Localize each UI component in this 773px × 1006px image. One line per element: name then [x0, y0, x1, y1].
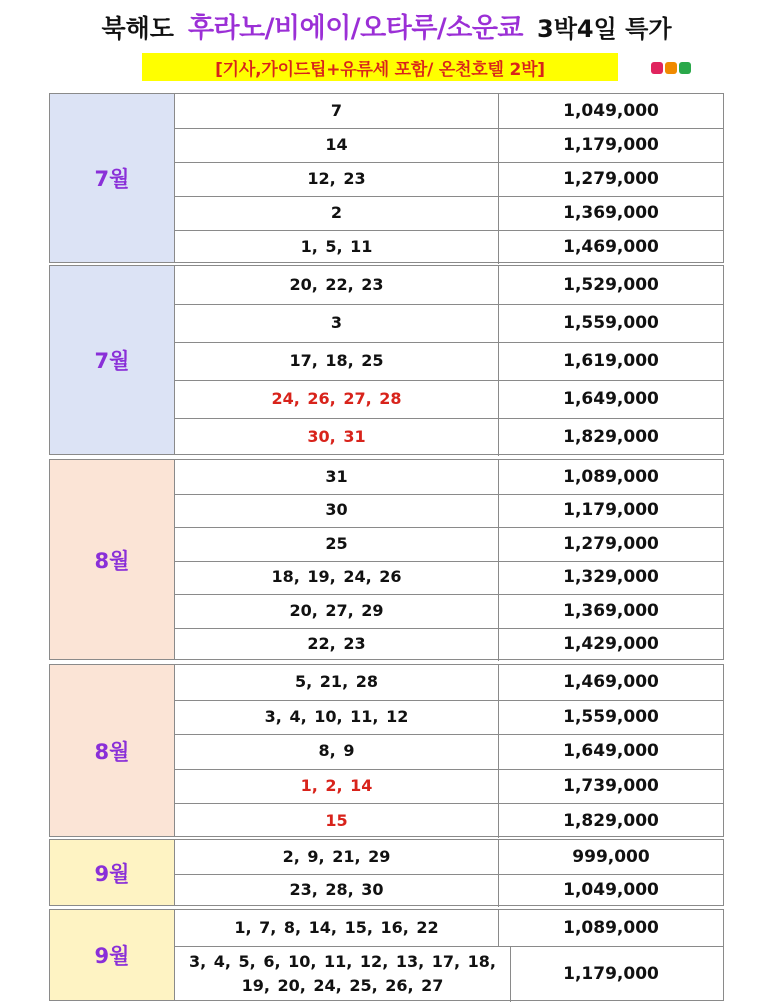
brand-logo	[651, 57, 725, 79]
price: 1,179,000	[563, 500, 659, 521]
price: 1,559,000	[563, 313, 659, 333]
price: 1,179,000	[563, 135, 659, 155]
month-cell	[50, 665, 175, 836]
price: 1,279,000	[563, 533, 659, 554]
departure-dates: 2, 9, 21, 29	[175, 840, 499, 874]
price: 1,559,000	[563, 706, 659, 727]
table-row	[175, 494, 723, 529]
table-row	[175, 700, 723, 736]
price: 1,469,000	[563, 672, 659, 693]
price: 1,179,000	[563, 964, 659, 984]
table-row	[175, 266, 723, 305]
price: 1,279,000	[563, 169, 659, 189]
price: 1,049,000	[563, 101, 659, 121]
logo-mark-icon	[665, 62, 677, 74]
table-row	[175, 803, 723, 838]
price: 1,049,000	[563, 880, 659, 901]
departure-dates: 20, 22, 23	[175, 266, 499, 304]
table-row	[175, 128, 723, 163]
table-row	[175, 94, 723, 129]
departure-dates: 1, 5, 11	[175, 230, 499, 264]
price: 1,829,000	[563, 810, 659, 831]
price: 1,529,000	[563, 275, 659, 295]
price: 1,619,000	[563, 351, 659, 371]
subtitle-banner: [기사,가이드팁+유류세 포함/ 온천호텔 2박]	[142, 53, 618, 81]
table-row	[175, 527, 723, 562]
month-label: 9월	[94, 861, 130, 886]
departure-dates: 7	[175, 94, 499, 128]
departure-dates: 20, 27, 29	[175, 594, 499, 628]
departure-dates: 3, 4, 5, 6, 10, 11, 12, 13, 17, 18, 19, 20, 24, 25, 26, 27	[175, 946, 511, 1002]
table-row	[175, 594, 723, 629]
price: 999,000	[572, 846, 650, 867]
table-row	[175, 840, 723, 875]
table-row	[175, 342, 723, 381]
month-cell	[50, 94, 175, 262]
price: 1,429,000	[563, 634, 659, 655]
table-row	[175, 304, 723, 343]
table-row	[175, 196, 723, 231]
table-row	[175, 561, 723, 596]
table-row	[175, 769, 723, 805]
month-group	[49, 664, 724, 837]
table-row	[175, 628, 723, 662]
month-label: 9월	[94, 944, 130, 968]
page-title	[0, 6, 773, 50]
departure-dates: 23, 28, 30	[175, 874, 499, 908]
departure-dates: 2	[175, 196, 499, 230]
departure-dates: 5, 21, 28	[175, 665, 499, 700]
month-group	[49, 839, 724, 906]
title-destinations: 후라노/비에이/오타루/소운쿄	[187, 13, 524, 44]
month-label: 7월	[94, 167, 130, 191]
month-cell	[50, 266, 175, 454]
table-row	[175, 230, 723, 264]
month-label: 8월	[94, 548, 130, 573]
month-cell	[50, 910, 175, 1000]
month-cell	[50, 840, 175, 905]
departure-dates: 18, 19, 24, 26	[175, 561, 499, 595]
price: 1,649,000	[563, 741, 659, 762]
departure-dates: 3, 4, 10, 11, 12	[175, 700, 499, 735]
price: 1,649,000	[563, 389, 659, 409]
title-prefix: 북해도	[101, 14, 174, 43]
month-cell	[50, 460, 175, 659]
table-row	[175, 460, 723, 495]
departure-dates: 1, 7, 8, 14, 15, 16, 22	[175, 910, 499, 946]
departure-dates: 30	[175, 494, 499, 528]
table-row	[175, 734, 723, 770]
table-row	[175, 910, 723, 947]
logo-mark-icon	[651, 62, 663, 74]
table-row	[175, 874, 723, 908]
month-label: 7월	[94, 349, 130, 373]
month-label: 8월	[94, 739, 130, 764]
price: 1,089,000	[563, 466, 659, 487]
departure-dates: 3	[175, 304, 499, 342]
departure-dates: 12, 23	[175, 162, 499, 196]
month-group	[49, 459, 724, 660]
departure-dates: 1, 2, 14	[175, 769, 499, 804]
table-row	[175, 162, 723, 197]
table-row	[175, 418, 723, 456]
departure-dates: 24, 26, 27, 28	[175, 380, 499, 418]
logo-mark-icon	[679, 62, 691, 74]
departure-dates: 15	[175, 803, 499, 838]
departure-dates: 14	[175, 128, 499, 162]
departure-dates: 31	[175, 460, 499, 494]
price: 1,739,000	[563, 776, 659, 797]
departure-dates: 8, 9	[175, 734, 499, 769]
price: 1,829,000	[563, 427, 659, 447]
price: 1,369,000	[563, 203, 659, 223]
price: 1,329,000	[563, 567, 659, 588]
month-group	[49, 93, 724, 263]
table-row	[175, 665, 723, 701]
table-row	[175, 380, 723, 419]
title-suffix: 3박4일 특가	[537, 15, 672, 43]
price: 1,369,000	[563, 600, 659, 621]
departure-dates: 25	[175, 527, 499, 561]
departure-dates: 17, 18, 25	[175, 342, 499, 380]
departure-dates: 22, 23	[175, 628, 499, 662]
month-group	[49, 265, 724, 455]
month-group	[49, 909, 724, 1001]
table-row	[175, 946, 723, 1002]
price: 1,089,000	[563, 918, 659, 938]
departure-dates: 30, 31	[175, 418, 499, 456]
price: 1,469,000	[563, 237, 659, 257]
